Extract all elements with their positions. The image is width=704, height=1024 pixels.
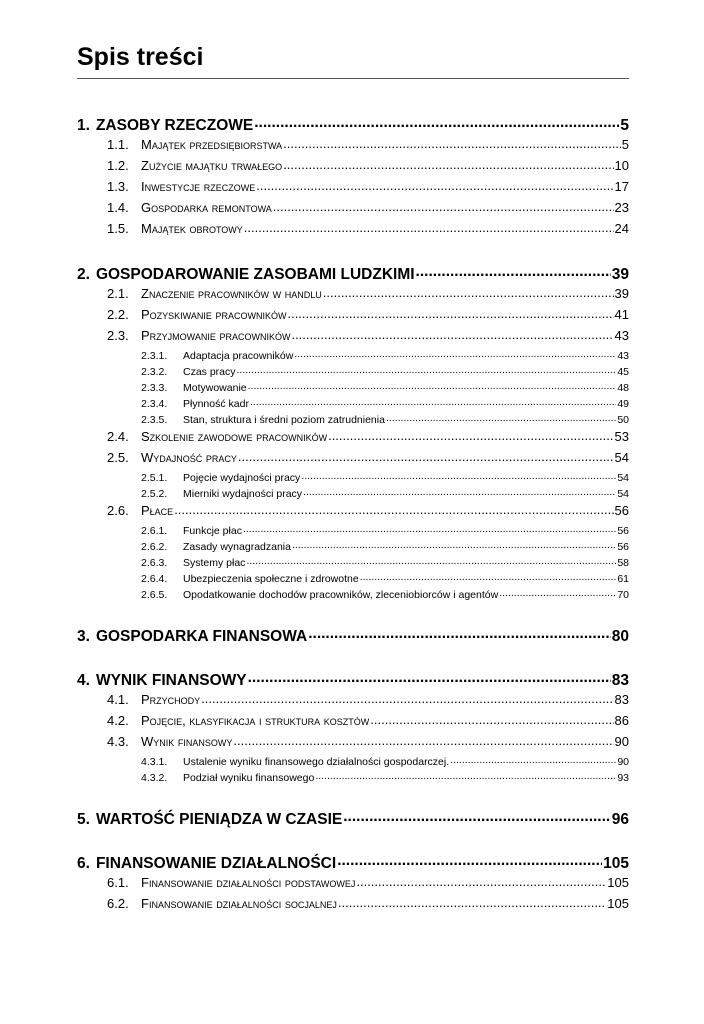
toc-entry-level-2[interactable] (77, 327, 629, 348)
toc-entry-label: Wydajność pracy (141, 450, 237, 465)
toc-entry-level-2[interactable] (77, 895, 629, 916)
toc-entry-page-number: 96 (611, 810, 629, 828)
toc-entry-page-number: 105 (607, 896, 629, 911)
dot-leader (256, 178, 613, 191)
toc-entry-page-number: 80 (611, 627, 629, 645)
toc-entry-label: Ustalenie wyniku finansowego działalności gospodarczej. (183, 755, 450, 768)
toc-entry-number: 2.3. (107, 328, 129, 343)
toc-entry-label: Opodatkowanie dochodów pracowników, zleceniobiorców i agentów (183, 588, 499, 601)
toc-entry-level-2[interactable] (77, 178, 629, 199)
toc-entry-number: 1.5. (107, 221, 129, 236)
toc-entry-label: Wynik finansowy (141, 734, 233, 749)
dot-leader (343, 808, 611, 824)
dot-leader (416, 263, 611, 279)
toc-entry-page-number: 49 (617, 397, 629, 410)
toc-entry-level-3[interactable] (77, 555, 629, 571)
dot-leader (308, 625, 611, 641)
toc-entry-number: 6.1. (107, 875, 129, 890)
toc-entry-level-3[interactable] (77, 523, 629, 539)
toc-entry-page-number: 105 (603, 854, 629, 872)
toc-entry-label: WARTOŚĆ PIENIĄDZA W CZASIE (95, 810, 343, 828)
toc-entry-number: 4.3.1. (141, 755, 168, 768)
dot-leader (337, 852, 602, 868)
toc-entry-label: Ubezpieczenia społeczne i zdrowotne (183, 572, 359, 585)
toc-entry-number: 1. (77, 116, 90, 134)
toc-entry-label: Zasady wynagradzania (183, 540, 291, 553)
dot-leader (238, 449, 614, 462)
toc-entry-page-number: 83 (611, 671, 629, 689)
toc-entry-label: Czas pracy (183, 365, 236, 378)
toc-entry-page-number: 54 (617, 471, 629, 484)
toc-entry-level-2[interactable] (77, 502, 629, 523)
dot-leader (233, 733, 613, 746)
toc-entry-page-number: 23 (614, 200, 629, 215)
table-of-contents (77, 114, 629, 916)
dot-leader (360, 571, 617, 582)
toc-entry-number: 2.2. (107, 307, 129, 322)
title-divider (77, 78, 629, 79)
toc-entry-page-number: 10 (614, 158, 629, 173)
toc-entry-number: 4.3.2. (141, 771, 168, 784)
toc-entry-label: Finansowanie działalności podstawowej (141, 875, 356, 890)
toc-entry-number: 4.3. (107, 734, 129, 749)
toc-entry-label: Znaczenie pracowników w handlu (141, 286, 322, 301)
toc-entry-number: 2.3.3. (141, 381, 168, 394)
toc-entry-page-number: 54 (617, 487, 629, 500)
toc-entry-level-3[interactable] (77, 539, 629, 555)
toc-entry-page-number: 48 (617, 381, 629, 394)
toc-entry-level-1[interactable] (77, 625, 629, 647)
toc-entry-number: 4.1. (107, 692, 129, 707)
toc-entry-page-number: 39 (611, 265, 629, 283)
toc-entry-label: WYNIK FINANSOWY (95, 671, 247, 689)
toc-entry-level-2[interactable] (77, 428, 629, 449)
dot-leader (356, 874, 606, 887)
toc-entry-number: 2.3.4. (141, 397, 168, 410)
toc-entry-label: Adaptacja pracowników (183, 349, 294, 362)
toc-entry-number: 1.2. (107, 158, 129, 173)
toc-entry-level-2[interactable] (77, 157, 629, 178)
toc-entry-page-number: 56 (614, 503, 629, 518)
dot-leader (303, 486, 616, 497)
toc-entry-label: Majątek obrotowy (141, 221, 243, 236)
toc-entry-label: Majątek przedsiębiorstwa (141, 137, 283, 152)
toc-entry-level-2[interactable] (77, 306, 629, 327)
toc-entry-number: 2.6.2. (141, 540, 168, 553)
toc-entry-label: GOSPODAROWANIE ZASOBAMI LUDZKIMI (95, 265, 415, 283)
toc-entry-label: Szkolenie zawodowe pracowników (141, 429, 328, 444)
toc-entry-label: Przychody (141, 692, 201, 707)
toc-entry-page-number: 17 (614, 179, 629, 194)
toc-entry-number: 2.5.2. (141, 487, 168, 500)
dot-leader (291, 327, 613, 340)
toc-entry-label: Funkcje płac (183, 524, 242, 537)
toc-entry-number: 2.6.4. (141, 572, 168, 585)
dot-leader (328, 428, 613, 441)
toc-entry-page-number: 90 (617, 755, 629, 768)
toc-entry-page-number: 83 (614, 692, 629, 707)
toc-entry-level-2[interactable] (77, 285, 629, 306)
dot-leader (292, 539, 616, 550)
toc-entry-number: 2.6.5. (141, 588, 168, 601)
toc-entry-number: 2.6.3. (141, 556, 168, 569)
toc-entry-label: GOSPODARKA FINANSOWA (95, 627, 308, 645)
toc-entry-page-number: 58 (617, 556, 629, 569)
dot-leader (244, 220, 614, 233)
dot-leader (174, 502, 613, 515)
page-title: Spis treści (77, 43, 204, 71)
dot-leader (254, 114, 619, 130)
toc-entry-level-3[interactable] (77, 396, 629, 412)
dot-leader (386, 412, 616, 423)
toc-entry-label: Motywowanie (183, 381, 247, 394)
toc-entry-page-number: 70 (617, 588, 629, 601)
toc-entry-page-number: 39 (614, 286, 629, 301)
toc-entry-page-number: 56 (617, 540, 629, 553)
toc-entry-level-3[interactable] (77, 470, 629, 486)
toc-entry-level-2[interactable] (77, 712, 629, 733)
toc-entry-label: Systemy płac (183, 556, 246, 569)
toc-entry-page-number: 93 (617, 771, 629, 784)
toc-entry-page-number: 54 (614, 450, 629, 465)
dot-leader (450, 754, 616, 765)
toc-entry-page-number: 5 (621, 137, 629, 152)
toc-entry-number: 2.6.1. (141, 524, 168, 537)
toc-entry-number: 2.3.2. (141, 365, 168, 378)
toc-entry-page-number: 50 (617, 413, 629, 426)
dot-leader (201, 691, 613, 704)
toc-entry-label: Inwestycje rzeczowe (141, 179, 256, 194)
toc-entry-level-1[interactable] (77, 808, 629, 830)
dot-leader (499, 587, 616, 598)
toc-entry-label: Finansowanie działalności socjalnej (141, 896, 337, 911)
toc-entry-label: Płynność kadr (183, 397, 249, 410)
toc-entry-level-3[interactable] (77, 412, 629, 428)
dot-leader (243, 523, 616, 534)
toc-entry-page-number: 43 (617, 349, 629, 362)
toc-entry-page-number: 61 (617, 572, 629, 585)
toc-entry-page-number: 45 (617, 365, 629, 378)
toc-entry-label: Podział wyniku finansowego (183, 771, 315, 784)
toc-entry-level-3[interactable] (77, 754, 629, 770)
toc-entry-level-2[interactable] (77, 733, 629, 754)
toc-entry-page-number: 24 (614, 221, 629, 236)
toc-entry-page-number: 56 (617, 524, 629, 537)
toc-entry-number: 1.1. (107, 137, 129, 152)
toc-entry-level-3[interactable] (77, 587, 629, 603)
toc-entry-level-1[interactable] (77, 852, 629, 874)
dot-leader (301, 470, 616, 481)
toc-entry-label: Pojęcie wydajności pracy (183, 471, 301, 484)
toc-entry-number: 2.5.1. (141, 471, 168, 484)
toc-entry-label: Gospodarka remontowa (141, 200, 272, 215)
dot-leader (246, 555, 616, 566)
toc-entry-level-2[interactable] (77, 136, 629, 157)
toc-entry-number: 1.4. (107, 200, 129, 215)
dot-leader (370, 712, 613, 725)
toc-entry-page-number: 41 (614, 307, 629, 322)
toc-entry-page-number: 43 (614, 328, 629, 343)
toc-entry-number: 3. (77, 627, 90, 645)
toc-entry-label: ZASOBY RZECZOWE (95, 116, 254, 134)
toc-entry-label: FINANSOWANIE DZIAŁALNOŚCI (95, 854, 337, 872)
toc-entry-level-3[interactable] (77, 571, 629, 587)
toc-entry-page-number: 53 (614, 429, 629, 444)
toc-entry-level-2[interactable] (77, 691, 629, 712)
toc-entry-page-number: 86 (614, 713, 629, 728)
dot-leader (294, 348, 616, 359)
toc-entry-page-number: 90 (614, 734, 629, 749)
dot-leader (248, 380, 617, 391)
toc-entry-level-2[interactable] (77, 199, 629, 220)
toc-entry-number: 4. (77, 671, 90, 689)
toc-entry-number: 5. (77, 810, 90, 828)
toc-entry-level-3[interactable] (77, 364, 629, 380)
toc-entry-page-number: 105 (607, 875, 629, 890)
toc-entry-number: 2.6. (107, 503, 129, 518)
toc-entry-number: 2.1. (107, 286, 129, 301)
toc-entry-number: 2.4. (107, 429, 129, 444)
toc-entry-level-2[interactable] (77, 874, 629, 895)
toc-entry-label: Pozyskiwanie pracowników (141, 307, 287, 322)
toc-entry-number: 2.3.1. (141, 349, 168, 362)
toc-entry-number: 4.2. (107, 713, 129, 728)
toc-entry-label: Płace (141, 503, 174, 518)
toc-entry-number: 6.2. (107, 896, 129, 911)
toc-entry-page-number: 5 (620, 116, 629, 134)
toc-entry-label: Przyjmowanie pracowników (141, 328, 291, 343)
toc-entry-label: Pojęcie, klasyfikacja i struktura kosztów (141, 713, 370, 728)
dot-leader (273, 199, 614, 212)
dot-leader (250, 396, 616, 407)
dot-leader (323, 285, 614, 298)
toc-entry-level-3[interactable] (77, 486, 629, 502)
toc-entry-level-2[interactable] (77, 449, 629, 470)
toc-entry-number: 2. (77, 265, 90, 283)
toc-entry-level-2[interactable] (77, 220, 629, 241)
dot-leader (248, 669, 611, 685)
toc-entry-number: 2.5. (107, 450, 129, 465)
toc-entry-number: 2.3.5. (141, 413, 168, 426)
toc-entry-level-1[interactable] (77, 669, 629, 691)
toc-entry-number: 1.3. (107, 179, 129, 194)
toc-entry-level-3[interactable] (77, 380, 629, 396)
dot-leader (283, 157, 613, 170)
toc-entry-label: Mierniki wydajności pracy (183, 487, 303, 500)
dot-leader (338, 895, 606, 908)
toc-entry-level-3[interactable] (77, 348, 629, 364)
toc-entry-label: Stan, struktura i średni poziom zatrudnienia (183, 413, 385, 426)
toc-entry-label: Zużycie majątku trwałego (141, 158, 283, 173)
toc-entry-level-1[interactable] (77, 263, 629, 285)
toc-entry-number: 6. (77, 854, 90, 872)
toc-entry-level-1[interactable] (77, 114, 629, 136)
dot-leader (283, 136, 621, 149)
dot-leader (237, 364, 617, 375)
dot-leader (315, 770, 616, 781)
dot-leader (287, 306, 613, 319)
toc-entry-level-3[interactable] (77, 770, 629, 786)
